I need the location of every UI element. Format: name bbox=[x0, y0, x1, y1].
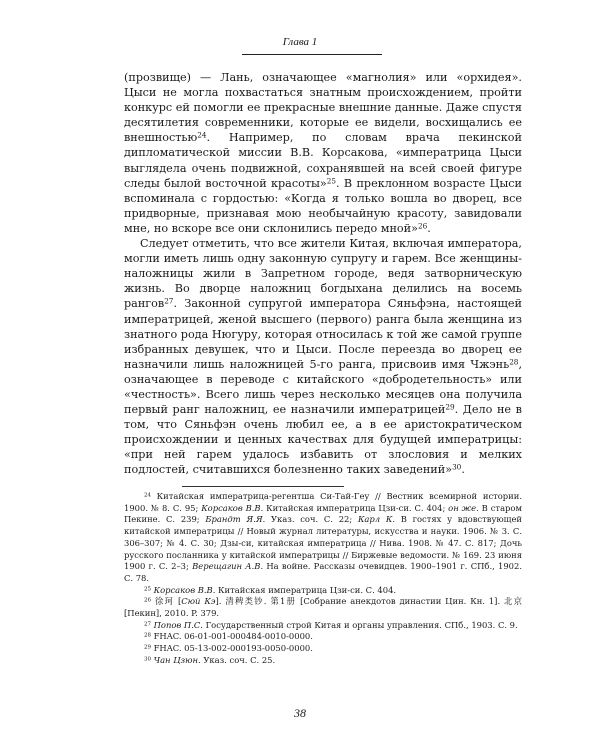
footnote-text: Сюй Кэ bbox=[181, 596, 216, 607]
text-segment: Следует отметить, что все жители Китая, включая императора, могли иметь лишь одну законную супругу и гарем. Все женщины-наложницы жили в Запретном городе, ведя затворническую жизнь. Во дворце наложниц богдыхана делились на восемь рангов bbox=[124, 237, 522, 311]
footnote-text: 徐珂 [ bbox=[150, 596, 182, 607]
footnote-text: Государственный строй Китая и органы управления. СПб., 1903. С. 9. bbox=[202, 619, 518, 630]
header-rule bbox=[242, 54, 382, 55]
footnote-text: FHAC. 05-13-002-000193-0050-0000. bbox=[150, 643, 313, 654]
footnote-text: FHAC. 06-01-001-000484-0010-0000. bbox=[150, 631, 313, 642]
footnote-ref: 27 bbox=[164, 297, 174, 307]
main-text bbox=[124, 70, 522, 478]
footnote bbox=[124, 491, 522, 585]
footnotes bbox=[124, 491, 522, 667]
page-number: 38 bbox=[294, 706, 306, 720]
text-segment: . Дело не в том, что Сяньфэн очень любил ее, а в ее аристократическом происхождении и ценных качествах для будущей императрицы: «при ней гарем удалось избавить от злословия и мелких подлостей, считавшихся болезненно таких заведений» bbox=[124, 403, 522, 477]
footnote-text: Указ. соч. С. 22; bbox=[265, 514, 358, 525]
footnote bbox=[124, 620, 522, 632]
text-segment: . bbox=[461, 463, 465, 477]
footnote-text: Китайская императрица Цзи-си. С. 404. bbox=[215, 584, 397, 595]
running-head: Глава 1 bbox=[282, 36, 318, 48]
text-segment: . bbox=[427, 221, 431, 235]
footnote-text: Китайская императрица Цзи-си. С. 404; bbox=[263, 502, 449, 513]
footnote-text: он же. bbox=[448, 502, 479, 513]
text-segment: . Например, по словам врача пекинской дипломатической миссии В.В. Корсакова, «императрица Цыси выглядела очень подвижной, сохранявшей на всей своей фигуре следы былой восточной красоты» bbox=[124, 131, 522, 190]
footnote-number: 27 bbox=[144, 621, 151, 628]
text-segment: , означающее в переводе с китайского «добродетельность» или «честность». Всего лишь через несколько месяцев она получила первый ранг наложниц, ее назначили императрицей bbox=[124, 357, 522, 417]
footnote-text: В старом Пекине. С. 239; bbox=[124, 502, 522, 525]
footnote-text: Карл К. bbox=[357, 514, 395, 525]
footnote-number: 30 bbox=[144, 656, 151, 663]
footnote-ref: 30 bbox=[452, 463, 462, 473]
footnote-ref: 24 bbox=[197, 131, 207, 141]
footnote bbox=[124, 585, 522, 597]
footnote bbox=[124, 631, 522, 643]
text-segment: . Законной супругой императора Сяньфэна, настоящей императрицей, женой высшего (первого) ранга была женщина из знатного рода Нюгуру, которая относилась к той же самой группе избранных девушек, что и Цыси. После переезда во дворец ее назначили лишь наложницей 5-го ранга, присвоив имя Чжэнь bbox=[124, 297, 522, 371]
footnote-text: Указ. соч. С. 25. bbox=[200, 654, 276, 665]
footnote-rule bbox=[182, 486, 344, 487]
footnote-number: 26 bbox=[144, 597, 151, 604]
footnote-text: ]. 清稗类钞. 第1册 [Собрание анекдотов династии Цин. Кн. 1]. 北京 [Пекин], 2010. P. 379. bbox=[124, 596, 523, 619]
footnote-number: 28 bbox=[144, 632, 151, 639]
footnote-ref: 25 bbox=[326, 176, 337, 186]
paragraph bbox=[124, 236, 522, 478]
footnote-number: 24 bbox=[144, 492, 151, 499]
footnote-text: Чан Цзюн. bbox=[153, 654, 201, 665]
footnote bbox=[124, 643, 522, 655]
footnote-text: Брандт Я.Я. bbox=[205, 514, 266, 525]
footnote-ref: 29 bbox=[445, 402, 455, 412]
footnote-text: На войне. Рассказы очевидцев. 1900–1901 г. СПб., 1902. С. 78. bbox=[124, 561, 523, 583]
footnote-text: Корсаков В.В. bbox=[201, 502, 264, 513]
footnote bbox=[124, 596, 522, 619]
footnote-text: Корсаков В.В. bbox=[153, 584, 216, 595]
footnote-ref: 28 bbox=[509, 357, 519, 367]
footnote-text: Попов П.С. bbox=[153, 619, 203, 630]
footnote-number: 25 bbox=[144, 586, 151, 593]
paragraph bbox=[124, 70, 522, 236]
footnote bbox=[124, 655, 522, 667]
footnote-text: Китайская императрица-регентша Си-Тай-Геу // Вестник всемирной истории. 1900. № 8. С. 95; bbox=[124, 491, 522, 513]
footnote-text: В гостях у вдовствующей китайской императрицы // Новый журнал литературы, искусства и науки. 1906. № 3. С. 306–307; № 4. С. 30; Дзы-си, китайская императрица // Нива. 1908. № 47. С. 817; Дочь русского посланника у китайской императрицы // Биржевые ведомости. № 169. 23 июня 1900 г. С. 2–3; bbox=[124, 514, 523, 572]
text-segment: (прозвище) — Лань, означающее «магнолия» или «орхидея». Цыси не могла похвастаться знатным происхождением, пройти конкурс ей помогли ее прекрасные внешние данные. Даже спустя десятилетия современники, которые ее видели, восхищались ее внешностью bbox=[124, 71, 522, 145]
footnote-number: 29 bbox=[144, 644, 151, 651]
footnote-text: Верещагин А.В. bbox=[192, 561, 264, 572]
footnote-ref: 26 bbox=[417, 221, 428, 231]
text-segment: . В преклонном возрасте Цыси вспоминала с гордостью: «Когда я только вошла во дворец, все придворные, признавая мою необычайную красоту, завидовали мне, но вскоре все они склонились передо мной» bbox=[124, 176, 522, 235]
